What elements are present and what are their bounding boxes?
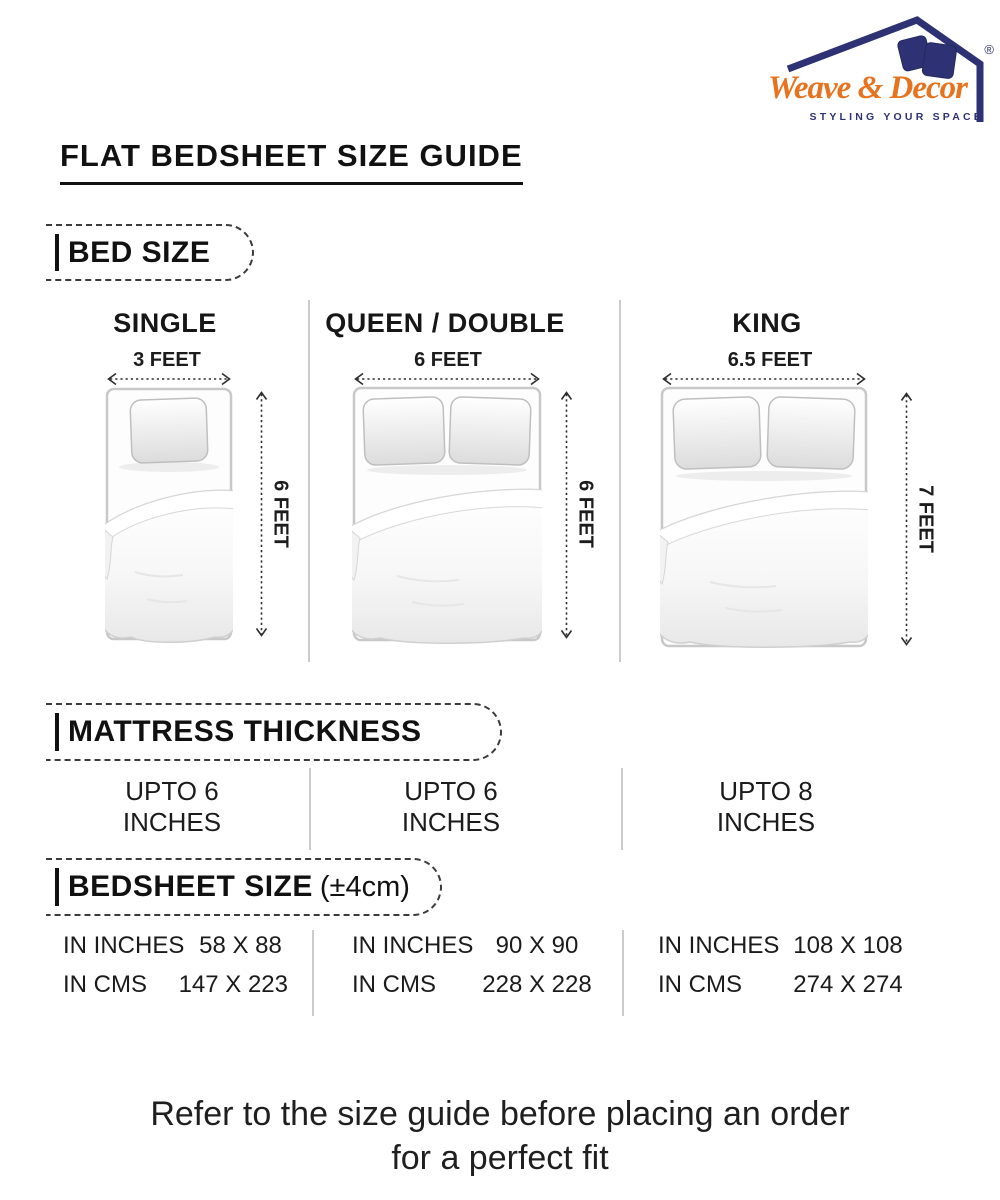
height-arrow-icon	[560, 389, 573, 641]
size-value: 274 X 274	[793, 971, 903, 998]
size-value: 108 X 108	[793, 932, 903, 959]
footer-line2: for a perfect fit	[391, 1139, 609, 1177]
size-unit-label: IN CMS	[658, 971, 742, 998]
bedsheet-size-row	[63, 971, 288, 1010]
footer-line1: Refer to the size guide before placing an order	[150, 1095, 850, 1133]
size-unit-label: IN INCHES	[658, 932, 780, 959]
page-title: FLAT BEDSHEET SIZE GUIDE	[60, 138, 523, 185]
king-bed-illustration	[660, 386, 868, 650]
thickness-line2: INCHES	[122, 807, 222, 837]
thickness-line1: UPTO 6	[125, 776, 219, 806]
size-unit-label: IN CMS	[352, 971, 436, 998]
size-value: 228 X 228	[482, 971, 592, 998]
column-divider	[308, 300, 310, 662]
width-arrow-icon	[660, 372, 868, 386]
column-divider	[622, 930, 624, 1016]
height-arrow-icon	[900, 390, 913, 648]
bed-name-label: QUEEN / DOUBLE	[325, 308, 565, 338]
thickness-line1: UPTO 8	[719, 776, 813, 806]
single-bed-illustration	[105, 387, 233, 643]
column-divider	[621, 768, 623, 850]
bedsheet-size-row	[352, 932, 592, 971]
section-mattress-thickness-label: MATTRESS THICKNESS	[68, 715, 422, 748]
bed-name-label: KING	[732, 308, 802, 338]
size-unit-label: IN INCHES	[63, 932, 185, 959]
section-bed-size-label: BED SIZE	[68, 235, 211, 269]
bedsheet-size-row	[658, 971, 908, 1010]
column-divider	[312, 930, 314, 1016]
bed-height-label: 6 FEET	[269, 480, 292, 548]
thickness-line2: INCHES	[401, 807, 501, 837]
size-unit-label: IN INCHES	[352, 932, 474, 959]
bedsheet-tolerance-label: (±4cm)	[319, 870, 410, 903]
height-arrow-icon	[255, 389, 268, 639]
mattress-thickness-value	[402, 776, 500, 838]
bed-height-label: 7 FEET	[914, 485, 937, 553]
bedsheet-size-column	[63, 932, 288, 1010]
size-value: 147 X 223	[178, 971, 288, 998]
brand-name: Weave & Decor	[768, 70, 967, 106]
bedsheet-size-column	[658, 932, 908, 1010]
bed-name-label: SINGLE	[113, 308, 217, 338]
size-unit-label: IN CMS	[63, 971, 147, 998]
bed-width-label: 6.5 FEET	[727, 349, 813, 371]
bedsheet-size-column	[352, 932, 592, 1010]
width-arrow-icon	[105, 372, 233, 386]
mattress-thickness-value	[123, 776, 221, 838]
bedsheet-size-row	[63, 932, 288, 971]
bed-width-label: 3 FEET	[133, 349, 201, 371]
size-value: 90 X 90	[495, 932, 579, 959]
registered-trademark-icon: ®	[984, 42, 994, 57]
thickness-line2: INCHES	[716, 807, 816, 837]
column-divider	[619, 300, 621, 662]
section-bedsheet-size-label: BEDSHEET SIZE	[68, 870, 313, 903]
brand-logo	[750, 14, 994, 129]
column-divider	[309, 768, 311, 850]
queen-bed-illustration	[352, 386, 542, 644]
bedsheet-size-row	[352, 971, 592, 1010]
mattress-thickness-value	[717, 776, 815, 838]
section-bed-size	[46, 224, 254, 281]
footer-note	[0, 1092, 1000, 1180]
brand-tagline: STYLING YOUR SPACE	[809, 111, 984, 123]
bed-height-label: 6 FEET	[574, 480, 597, 548]
section-bedsheet-size	[46, 858, 442, 916]
bedsheet-size-row	[658, 932, 908, 971]
thickness-line1: UPTO 6	[404, 776, 498, 806]
section-mattress-thickness	[46, 703, 502, 761]
width-arrow-icon	[352, 372, 542, 386]
size-value: 58 X 88	[199, 932, 282, 959]
bed-width-label: 6 FEET	[414, 349, 482, 371]
